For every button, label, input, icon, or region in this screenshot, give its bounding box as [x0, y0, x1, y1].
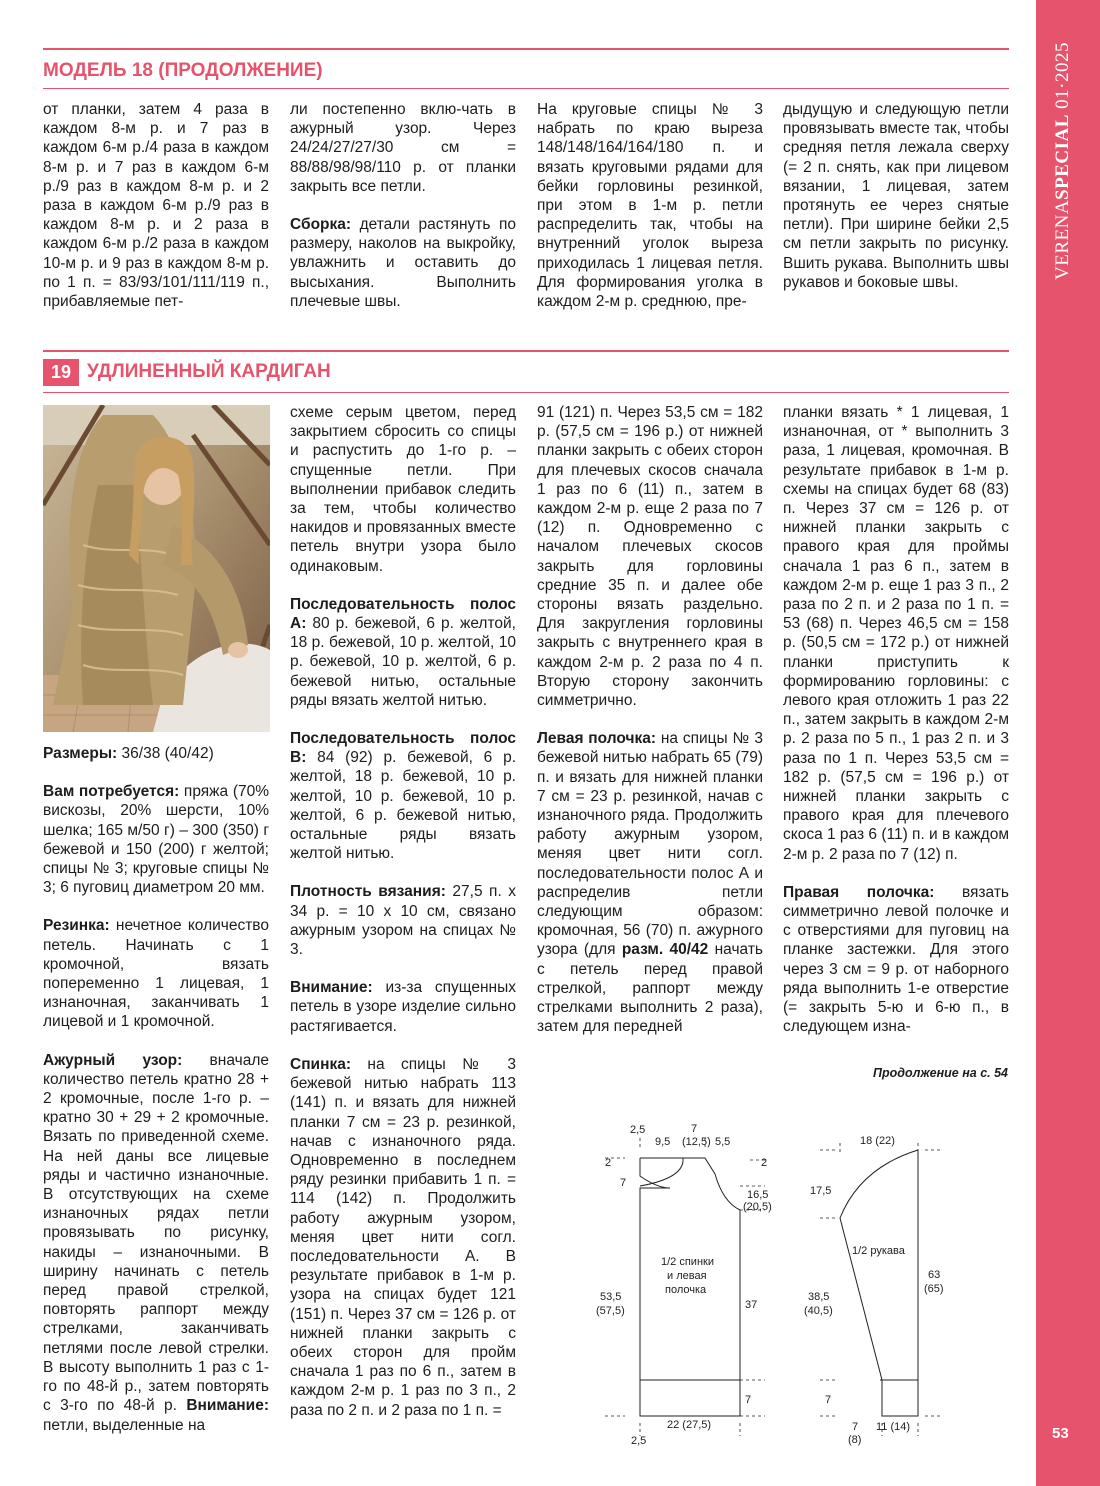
model18-heading: МОДЕЛЬ 18 (ПРОДОЛЖЕНИЕ): [43, 60, 323, 81]
dim-53-5: 53,5: [600, 1291, 622, 1303]
dim-22: 22 (27,5): [667, 1419, 712, 1431]
section-rule: [43, 350, 1009, 352]
dim-38-5: 38,5: [808, 1291, 830, 1303]
schema-label-3: полочка: [665, 1284, 707, 1296]
schema-label-2: и левая: [667, 1270, 707, 1282]
model-number-badge: 19: [43, 359, 79, 386]
model18-column-2: ли постепенно вклю-чать в ажурный узор. Через 24/24/27/27/30 см = 88/88/98/98/110 р. от планки закрыть все петли. Сборка: детали растянуть по размеру, наколов на выкройку, увлажнить и оставить до высыхания. Выполнить плечевые швы.: [290, 101, 516, 310]
model19-column-2: схеме серым цветом, перед закрытием сбросить со спицы и распустить до 1-го р. – спущенные петли. При выполнении прибавок следить за тем, чтобы количество накидов и провязанных вместе петель внутри узора было одинаковым. Последовательность полос А: 80 р. бежевой, 6 р. желтой, 18 р. бежевой, 10 р. желтой, 10 р. бежевой, 10 р. желтой, 6 р. бежевой нитью, остальные ряды вязать желтой нитью. Последовательность полос В: 84 (92) р. бежевой, 6 р. желтой, 18 р. бежевой, 10 р. желтой, 10 р. бежевой, 10 р. желтой, 6 р. бежевой нитью, остальные ряды вязать желтой нитью. Плотность вязания: 27,5 п. х 34 р. = 10 х 10 см, связано ажурным узором на спицах № 3. Внимание: из-за спущенных петель в узоре изделие сильно растягивается. Спинка: на спицы № 3 бежевой нитью набрать 113 (141) п. и вязать для нижней планки 7 см = 23 р. резинкой, начав с изнаночного ряда. Одновременно в последнем ряду резинки прибавить 1 п. = 114 (142) п. Продолжить работу ажурным узором, меняя цвет нити согл. последовательности А. В результате прибавок в 1-м р. узора на спицах будет 121 (151) п. Через 37 см = 126 р. от нижней планки закрыть с обеих сторон для пройм сначала 1 раз по 6 п., затем в каждом 2-м р. 1 раз по 3 п., 2 раза по 2 п. и 2 раза по 1 п. =: [290, 404, 516, 1419]
dim-2-5-bottom: 2,5: [631, 1435, 647, 1447]
dim-7-left: 7: [620, 1177, 627, 1189]
model18-column-4: дыдущую и следующую петли провязывать вместе так, чтобы средняя петля лежала сверху (= 2 п. снять, как при лицевом вязании, 1 лицевая, затем протянуть ее через снятые петли). При ширине бейки 2,5 см петли закрыть по рисунку. Вшить рукава. Выполнить швы рукавов и боковые швы.: [783, 101, 1009, 291]
heading-underline: [43, 88, 1009, 89]
dim-7-bottom: 7: [745, 1394, 752, 1406]
dim-16-5: 16,5: [747, 1189, 769, 1201]
magazine-title: VERENASPECIAL 01·2025: [1052, 42, 1073, 280]
dim-2-right: 2: [761, 1157, 768, 1169]
dim-40-5: (40,5): [804, 1305, 833, 1317]
schema-label-1: 1/2 спинки: [661, 1256, 714, 1268]
dim-9-5: 9,5: [655, 1136, 671, 1148]
model19-title: УДЛИНЕННЫЙ КАРДИГАН: [87, 361, 331, 382]
model-photo: [43, 405, 270, 732]
dim-65: (65): [924, 1283, 944, 1295]
dim-11: 11 (14): [876, 1421, 911, 1433]
model19-column-3: 91 (121) п. Через 53,5 см = 182 р. (57,5 см = 196 р.) от нижней планки закрыть с обеих сторон для плечевых скосов сначала 1 раз по 6 (11) п., затем в каждом 2-м р. еще 2 раза по 7 (12) п. Одновременно с началом плечевых скосов закрыть для горловины средние 35 п. и далее обе стороны вязать раздельно. Для закругления горловины закрыть с внутреннего края в каждом 2-м р. 2 раза по 4 п. Вторую сторону закончить симметрично. Левая полочка: на спицы № 3 бежевой нитью набрать 65 (79) п. и вязать для нижней планки 7 см = 23 р. резинкой, начав с изнаночного ряда. Продолжить работу ажурным узором, меняя цвет нити согл. последовательности полос А и распределив петли следующим образом: кромочная, 56 (70) п. ажурного узора (для разм. 40/42 начать с петель перед правой стрелкой, раппорт между стрелками выполнить 2 раза), затем для передней: [537, 404, 764, 1036]
sleeve-schema: [800, 1118, 960, 1448]
dim-7: 7: [691, 1123, 698, 1135]
dim-20-5: (20,5): [743, 1201, 772, 1213]
dim-2-left: 2: [605, 1157, 612, 1169]
dim-63: 63: [928, 1269, 941, 1281]
title-underline: [43, 392, 1009, 393]
page-number: 53: [1052, 1425, 1069, 1442]
model18-column-3: На круговые спицы № 3 набрать по краю выреза 148/148/164/164/180 п. и вязать круговыми рядами для бейки горловины резинкой, при этом в 1-м р. петли распределить так, чтобы на внутренний уголок выреза приходилась 1 лицевая петля. Для формирования уголка в каждом 2-м р. среднюю, пре-: [537, 101, 763, 311]
model19-column-1: Размеры: 36/38 (40/42) Вам потребуется: пряжа (70% вискозы, 20% шерсти, 10% шелка; 165 м/50 г) – 300 (350) г бежевой и 150 (200) г желтой; спицы № 3; круговые спицы № 3; 6 пуговиц диаметром 20 мм. Резинка: нечетное количество петель. Начинать с 1 кромочной, вязать попеременно 1 лицевая, 1 изнаночная, заканчивать 1 лицевой и 1 кромочной. Ажурный узор: вначале количество петель кратно 28 + 2 кромочные, после 1-го р. – кратно 30 + 29 + 2 кромочные. Вязать по приведенной схеме. На ней даны все лицевые ряды и частично изнаночные. В отсутствующих на схеме изнаночных рядах петли провязывать по рисунку, накиды – изнаночными. В ширину начинать с петель перед правой стрелкой, повторять раппорт между стрелками, заканчивать петлями после левой стрелки. В высоту выполнить 1 раз с 1-го по 48-й р., затем повторять с 3-го по 48-й р. Внимание: петли, выделенные на: [43, 745, 269, 1434]
dim-18: 18 (22): [860, 1135, 895, 1147]
dim-5-5: 5,5: [715, 1136, 731, 1148]
dim-37: 37: [745, 1299, 758, 1311]
dim-57-5: (57,5): [596, 1305, 625, 1317]
model18-column-1: от планки, затем 4 раза в каждом 8-м р. и 7 раз в каждом 6-м р./4 раза в каждом 8-м р. и 7 раз в каждом 6-м р./9 раз в каждом 8-м р. и 2 раза в каждом 6-м р./9 раз в каждом 8-м р. и 2 раза в каждом 6-м р./2 раза в каждом 10-м р. и 9 раз в каждом 8-м р. по 1 п. = 83/93/101/111/119 п., прибавляемые пет-: [43, 101, 269, 311]
dim-12-5: (12,5): [682, 1136, 711, 1148]
dim-7-cuff: 7: [852, 1421, 859, 1433]
dim-2-5-top: 2,5: [630, 1124, 646, 1136]
sleeve-label: 1/2 рукава: [852, 1245, 905, 1257]
dim-17-5: 17,5: [810, 1185, 832, 1197]
dim-8: (8): [848, 1434, 862, 1446]
model19-column-4: планки вязать * 1 лицевая, 1 изнаночная, от * выполнить 3 раза, 1 лицевая, кромочная. В результате прибавок в 1-м р. схемы на спицах будет 68 (83) п. Через 37 см = 126 р. от нижней планки закрыть с правого края для проймы сначала 1 раз 6 п., затем в каждом 2-м р. еще 1 раз 3 п., 2 раза по 2 п. и 2 раза по 1 п. = 53 (68) п. Через 46,5 см = 158 р. (50,5 см = 172 р.) от нижней планки приступить к формированию горловины: с левого края отложить 1 раз 22 п., затем закрыть в каждом 2-м р. 2 раза по 5 п., 1 раз 2 п. и 3 раза по 1 п. Через 53,5 см = 182 р. (57,5 см = 196 р.) от нижней планки закрыть с правого края для плечевого скоса 1 раз 6 (11) п. и в каждом 2-м р. 2 раза по 7 (12) п. Правая полочка: вязать симметрично левой полочке и с отверстиями для пуговиц на планке застежки. Для этого через 3 см = 9 р. от наборного ряда выполнить 1-е отверстие (= закрыть 5-ю и 6-ю п., в следующем изна-: [783, 404, 1009, 1036]
dim-7-sleeve: 7: [825, 1394, 832, 1406]
continued-note: Продолжение на с. 54: [873, 1066, 1008, 1080]
top-rule: [43, 48, 1009, 50]
